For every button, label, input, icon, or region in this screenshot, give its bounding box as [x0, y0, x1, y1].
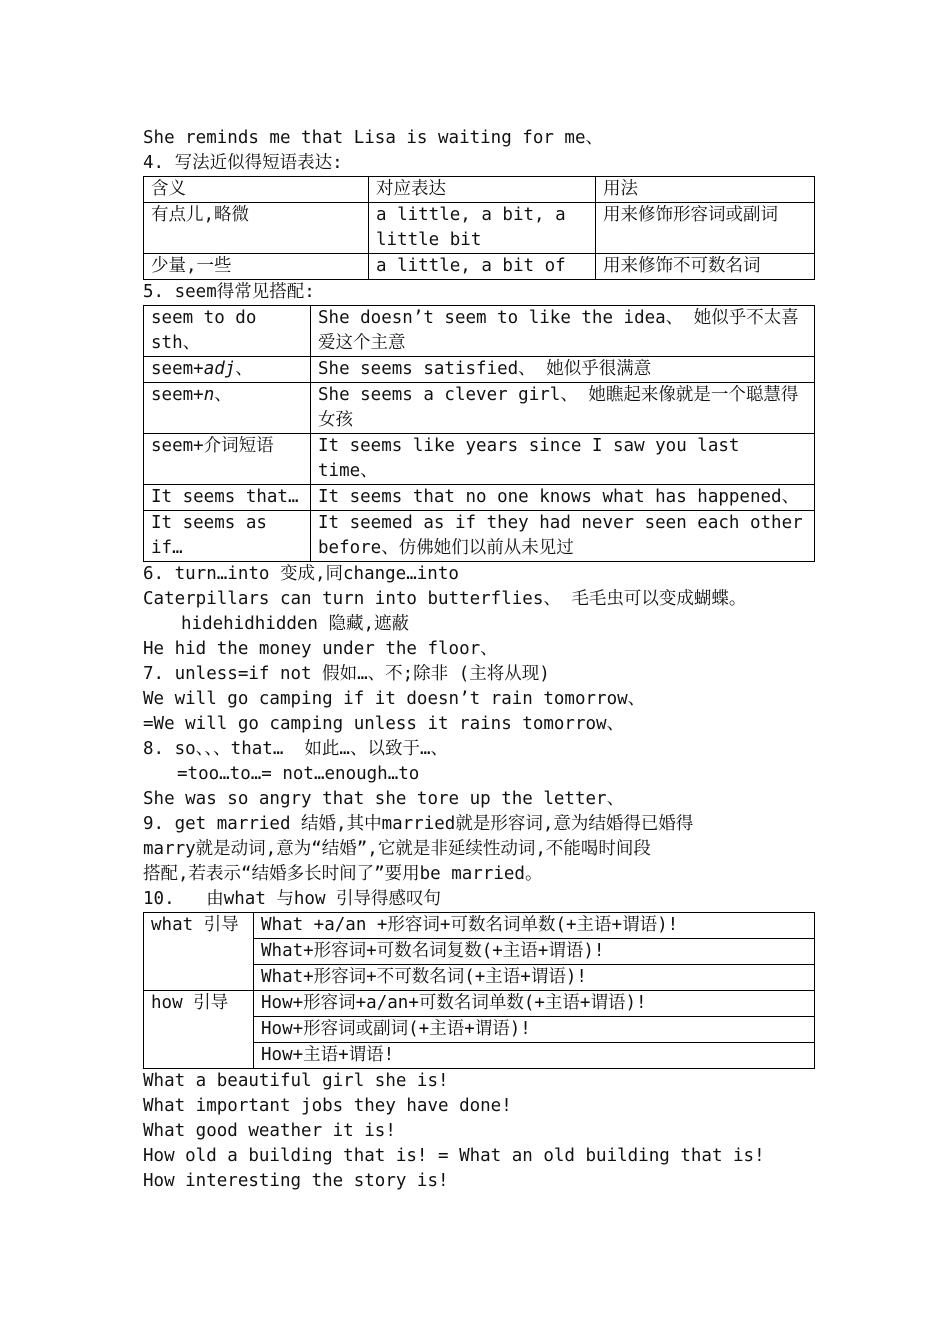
table-header-row — [144, 177, 815, 203]
table-cell — [144, 485, 311, 511]
section-heading: 7. unless=if not 假如…、不;除非 (主将从现) — [143, 664, 550, 684]
cell-italic: adj — [203, 359, 236, 379]
cell-text: seem+介词短语 — [151, 436, 274, 456]
table-cell: What+形容词+不可数名词(+主语+谓语)! — [254, 965, 815, 991]
text-line: How old a building that is! = What an old building that is! — [143, 1146, 765, 1166]
table-row — [144, 357, 815, 383]
table-row — [144, 913, 815, 939]
section-heading: 5. seem得常见搭配: — [143, 282, 315, 302]
table-cell: How+主语+谓语! — [254, 1043, 815, 1069]
phrase-table — [143, 176, 815, 280]
table-row — [144, 991, 815, 1017]
table-cell: She seems satisfied、 她似乎很满意 — [311, 357, 815, 383]
cell-text: It seems that… — [151, 487, 299, 507]
section-heading: 6. turn…into 变成,同change…into — [143, 564, 459, 584]
exclamation-table — [143, 912, 815, 1069]
text-line: 搭配,若表示“结婚多长时间了”要用be married。 — [143, 864, 543, 884]
section-heading: 10. 由what 与how 引导得感叹句 — [143, 889, 442, 909]
seem-table — [143, 305, 815, 562]
table-cell: She seems a clever girl、 她瞧起来像就是一个聪慧得女孩 — [311, 383, 815, 434]
table-row — [144, 434, 815, 485]
text-line: Caterpillars can turn into butterflies、 毛毛虫可以变成蝴蝶。 — [143, 589, 747, 609]
cell-text: It seems as if… — [151, 513, 267, 558]
text-line: =We will go camping unless it rains tomorrow、 — [143, 714, 625, 734]
text-line: She was so angry that she tore up the letter、 — [143, 789, 625, 809]
table-cell: 用来修饰不可数名词 — [596, 254, 815, 280]
section-heading: 4. 写法近似得短语表达: — [143, 153, 343, 173]
table-cell: a little, a bit of — [369, 254, 596, 280]
cell-text: 、 — [214, 385, 232, 405]
table-cell: How+形容词或副词(+主语+谓语)! — [254, 1017, 815, 1043]
text-line: What important jobs they have done! — [143, 1096, 512, 1116]
table-cell: She doesn’t seem to like the idea、 她似乎不太喜爱这个主意 — [311, 306, 815, 357]
text-line: He hid the money under the floor、 — [143, 639, 498, 659]
cell-text: seem to do sth、 — [151, 308, 257, 353]
table-row — [144, 203, 815, 254]
table-header-cell: 用法 — [596, 177, 815, 203]
table-cell: It seemed as if they had never seen each other before、仿佛她们以前从未见过 — [311, 511, 815, 562]
table-cell: 少量,一些 — [144, 254, 369, 280]
table-row — [144, 485, 815, 511]
table-row — [144, 383, 815, 434]
cell-text: seem+ — [151, 359, 204, 379]
group-head-cell: how 引导 — [144, 991, 254, 1069]
table-cell: How+形容词+a/an+可数名词单数(+主语+谓语)! — [254, 991, 815, 1017]
cell-italic: n — [203, 385, 215, 405]
text-line: What a beautiful girl she is! — [143, 1071, 449, 1091]
table-cell — [144, 383, 311, 434]
text-line: marry就是动词,意为“结婚”,它就是非延续性动词,不能喝时间段 — [143, 839, 651, 859]
table-cell: a little, a bit, a little bit — [369, 203, 596, 254]
table-cell — [144, 306, 311, 357]
cell-text: 、 — [235, 359, 253, 379]
table-row — [144, 306, 815, 357]
table-header-cell: 对应表达 — [369, 177, 596, 203]
table-cell — [144, 357, 311, 383]
document-page — [143, 126, 818, 1194]
text-line: We will go camping if it doesn’t rain tomorrow、 — [143, 689, 646, 709]
group-head-cell: what 引导 — [144, 913, 254, 991]
text-line: hidehidhidden 隐藏,遮蔽 — [181, 614, 410, 634]
section-heading: 8. so、、、that… 如此…、以致于…、 — [143, 739, 449, 759]
text-line: What good weather it is! — [143, 1121, 396, 1141]
table-row — [144, 511, 815, 562]
text-line: She reminds me that Lisa is waiting for me、 — [143, 128, 604, 148]
table-cell — [144, 511, 311, 562]
table-cell: 用来修饰形容词或副词 — [596, 203, 815, 254]
table-cell: It seems like years since I saw you last time、 — [311, 434, 815, 485]
table-cell — [144, 434, 311, 485]
section-heading: 9. get married 结婚,其中married就是形容词,意为结婚得已婚得 — [143, 814, 694, 834]
cell-text: seem+ — [151, 385, 204, 405]
text-line: How interesting the story is! — [143, 1171, 449, 1191]
table-header-cell: 含义 — [144, 177, 369, 203]
table-cell: What +a/an +形容词+可数名词单数(+主语+谓语)! — [254, 913, 815, 939]
table-cell: 有点儿,略微 — [144, 203, 369, 254]
table-cell: It seems that no one knows what has happened、 — [311, 485, 815, 511]
text-line: =too…to…= not…enough…to — [177, 764, 420, 784]
table-row — [144, 254, 815, 280]
table-cell: What+形容词+可数名词复数(+主语+谓语)! — [254, 939, 815, 965]
